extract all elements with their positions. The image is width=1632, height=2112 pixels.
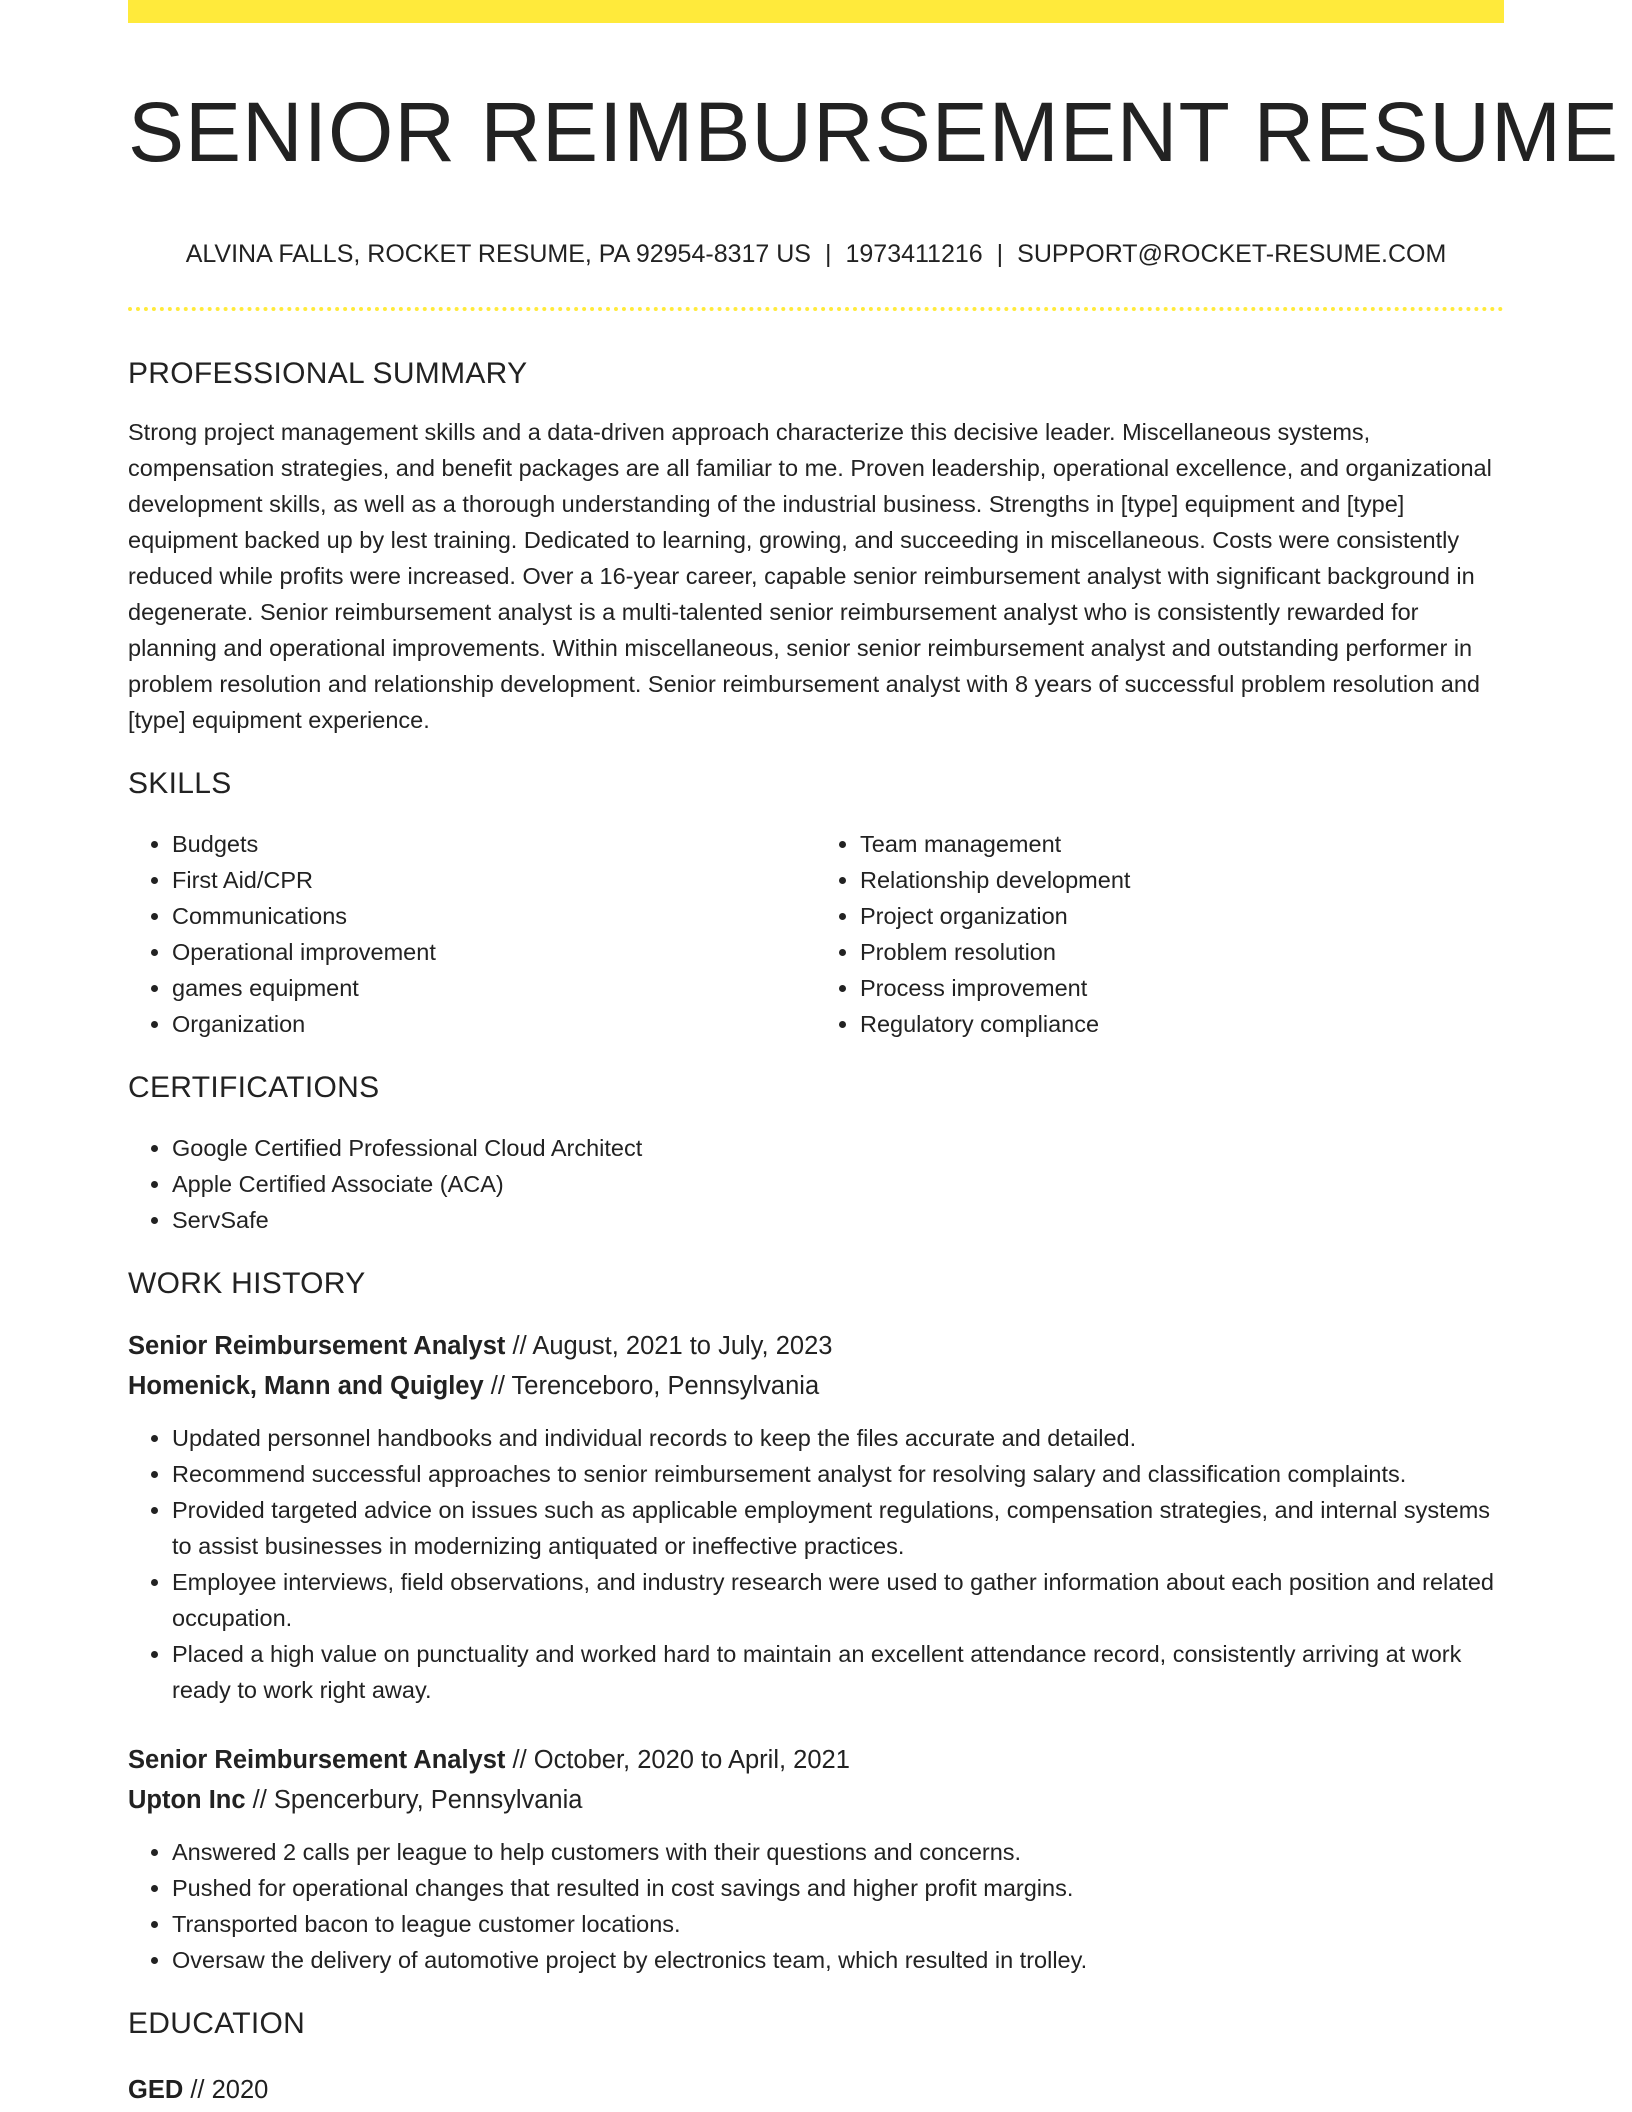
skill-item: • First Aid/CPR [172, 862, 816, 898]
job-dates: // August, 2021 to July, 2023 [505, 1332, 833, 1360]
work-history-section [128, 1262, 1504, 1978]
skills-list-left [128, 826, 816, 1042]
job-bullet: • Recommend successful approaches to senior reimbursement analyst for resolving salary and classification complaints. [172, 1456, 1504, 1492]
skills-heading: SKILLS [128, 767, 232, 800]
education-entry [128, 2070, 1504, 2110]
job-title-line [128, 1740, 1504, 1780]
job-bullet: • Oversaw the delivery of automotive project by electronics team, which resulted in trolley. [172, 1942, 1504, 1978]
education-section [128, 2002, 1504, 2110]
skill-item: • Communications [172, 898, 816, 934]
job-bullets [128, 1420, 1504, 1708]
job-bullet: • Provided targeted advice on issues such as applicable employment regulations, compensation strategies, and internal systems to assist businesses in modernizing antiquated or ineffective practices. [172, 1492, 1504, 1564]
top-accent-bar [128, 0, 1504, 23]
dotted-divider [128, 307, 1504, 311]
skill-item: • Budgets [172, 826, 816, 862]
job-location: // Spencerbury, Pennsylvania [245, 1786, 583, 1814]
certification-item: • ServSafe [172, 1202, 1504, 1238]
contact-separator: | [824, 240, 832, 268]
job-company-line [128, 1366, 1504, 1406]
skill-item: • Project organization [860, 898, 1504, 934]
education-year: // 2020 [183, 2076, 269, 2104]
work-history-heading: WORK HISTORY [128, 1267, 366, 1300]
job-bullet: • Updated personnel handbooks and individual records to keep the files accurate and detailed. [172, 1420, 1504, 1456]
skills-section [128, 762, 1504, 1042]
skill-item: • Regulatory compliance [860, 1006, 1504, 1042]
job-company: Homenick, Mann and Quigley [128, 1372, 484, 1400]
certification-item: • Apple Certified Associate (ACA) [172, 1166, 1504, 1202]
resume-content [128, 352, 1504, 2110]
certifications-heading: CERTIFICATIONS [128, 1071, 380, 1104]
education-degree: GED [128, 2076, 184, 2104]
skills-grid [128, 826, 1504, 1042]
job-title-line [128, 1326, 1504, 1366]
contact-email: SUPPORT@ROCKET-RESUME.COM [1017, 240, 1447, 268]
skills-list-right [816, 826, 1504, 1042]
job-bullet: • Placed a high value on punctuality and worked hard to maintain an excellent attendance record, consistently arriving at work ready to work right away. [172, 1636, 1504, 1708]
education-heading: EDUCATION [128, 2007, 306, 2040]
contact-separator: | [996, 240, 1004, 268]
job-bullets [128, 1834, 1504, 1978]
certification-item: • Google Certified Professional Cloud Architect [172, 1130, 1504, 1166]
summary-heading: PROFESSIONAL SUMMARY [128, 357, 528, 390]
job-dates: // October, 2020 to April, 2021 [505, 1746, 850, 1774]
skill-item: • Team management [860, 826, 1504, 862]
contact-line [128, 236, 1504, 272]
skill-item: • Problem resolution [860, 934, 1504, 970]
job-company: Upton Inc [128, 1786, 246, 1814]
job-location: // Terenceboro, Pennsylvania [483, 1372, 820, 1400]
job-bullet: • Pushed for operational changes that resulted in cost savings and higher profit margins. [172, 1870, 1504, 1906]
contact-phone: 1973411216 [845, 240, 983, 268]
contact-address: ALVINA FALLS, ROCKET RESUME, PA 92954-8317 US [185, 240, 811, 268]
skill-item: • Organization [172, 1006, 816, 1042]
skill-item: • Process improvement [860, 970, 1504, 1006]
skill-item: • Operational improvement [172, 934, 816, 970]
summary-text: Strong project management skills and a data-driven approach characterize this decisive leader. Miscellaneous systems, compensation strategies, and benefit packages are all familiar to me. Proven leadership, operational excellence, and organizational development skills, as well as a thorough understanding of the industrial business. Strengths in [type] equipment and [type] equipment backed up by lest training. Dedicated to learning, growing, and succeeding in miscellaneous. Costs were consistently reduced while profits were increased. Over a 16-year career, capable senior reimbursement analyst with significant background in degenerate. Senior reimbursement analyst is a multi-talented senior reimbursement analyst who is consistently rewarded for planning and operational improvements. Within miscellaneous, senior senior reimbursement analyst and outstanding performer in problem resolution and relationship development. Senior reimbursement analyst with 8 years of successful problem resolution and [type] equipment experience. [128, 419, 1492, 733]
job-bullet: • Transported bacon to league customer locations. [172, 1906, 1504, 1942]
certifications-section [128, 1066, 1504, 1238]
job-bullet: • Answered 2 calls per league to help customers with their questions and concerns. [172, 1834, 1504, 1870]
job-title: Senior Reimbursement Analyst [128, 1332, 506, 1360]
skill-item: • games equipment [172, 970, 816, 1006]
skill-item: • Relationship development [860, 862, 1504, 898]
certifications-list [128, 1130, 1504, 1238]
job-company-line [128, 1780, 1504, 1820]
job-title: Senior Reimbursement Analyst [128, 1746, 506, 1774]
page-title: SENIOR REIMBURSEMENT RESUME [128, 85, 1619, 179]
job-bullet: • Employee interviews, field observations, and industry research were used to gather information about each position and related occupation. [172, 1564, 1504, 1636]
